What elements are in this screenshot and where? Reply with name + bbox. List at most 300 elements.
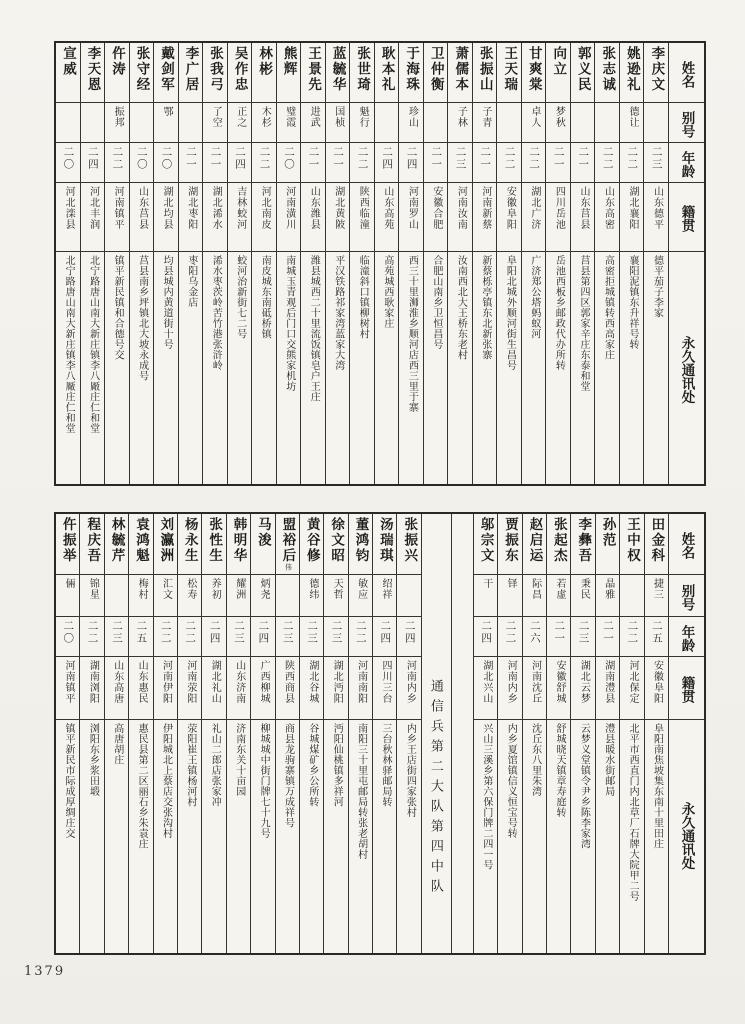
- person-age: 二〇: [160, 146, 173, 171]
- native-place-cell: [373, 657, 396, 720]
- person-age: 二〇: [62, 146, 75, 171]
- address-cell: [105, 252, 129, 484]
- alias-cell: [424, 103, 448, 143]
- person-alias: 振邦: [112, 106, 124, 128]
- name-cell: [324, 514, 347, 575]
- section-heading: 通信兵第二大队第四中队: [428, 678, 444, 899]
- person-address: 舒城晓天镇章寿庭转: [553, 723, 565, 818]
- person-age: 二三: [330, 620, 343, 645]
- alias-cell: [276, 575, 299, 617]
- person-native-place: 山东潍县: [308, 186, 320, 230]
- person-name: 盟裕后伟: [280, 517, 296, 571]
- person-address: 内乡夏馆镇信义恒宝号转: [505, 723, 517, 839]
- person-name: 李天恩: [85, 46, 101, 93]
- age-cell: [326, 143, 350, 183]
- alias-cell: [324, 575, 347, 617]
- person-native-place: 湖北谷城: [306, 660, 318, 704]
- person-column: [226, 514, 250, 953]
- address-cell: [523, 720, 546, 949]
- person-age: 二二: [601, 146, 614, 171]
- name-cell: [523, 514, 546, 575]
- person-address: 蛟河治新街七二号: [234, 255, 246, 339]
- native-place-cell: [326, 183, 350, 252]
- address-cell: [349, 720, 372, 949]
- person-column: [251, 43, 276, 484]
- native-place-cell: [252, 183, 276, 252]
- person-column: [595, 514, 619, 953]
- alias-cell: [547, 575, 570, 617]
- alias-cell: [251, 575, 274, 617]
- person-age: 二一: [332, 146, 345, 171]
- person-native-place: 河南潢川: [283, 186, 295, 230]
- address-cell: [547, 720, 570, 949]
- name-cell: [154, 514, 177, 575]
- person-native-place: 河北丰润: [87, 186, 99, 230]
- name-cell: [571, 43, 595, 103]
- native-place-cell: [301, 183, 325, 252]
- person-name: 于海珠: [404, 46, 420, 93]
- person-address: 汝南西北大王桥东老村: [455, 255, 467, 360]
- person-address: 北宁路唐山南大新庄镇李八厰庄仁和堂: [63, 255, 75, 434]
- name-cell: [129, 514, 152, 575]
- header-label-name: 姓名: [679, 532, 695, 559]
- header-cell-alias: [669, 103, 704, 143]
- name-cell: [497, 43, 521, 103]
- person-name: 李广居: [183, 46, 199, 93]
- person-alias: 汇文: [160, 578, 172, 600]
- person-age: 二三: [111, 620, 123, 645]
- header-label-age: 年龄: [679, 624, 695, 652]
- person-name: 汤瑞琪: [377, 517, 393, 564]
- age-cell: [349, 617, 372, 657]
- person-age: 二二: [86, 620, 99, 645]
- native-place-cell: [397, 657, 420, 720]
- person-alias: 捷三: [651, 578, 663, 600]
- age-cell: [571, 617, 594, 657]
- person-age: 二四: [208, 620, 221, 645]
- person-name: 李彝吾: [576, 517, 592, 564]
- person-name: 王中权: [625, 517, 640, 564]
- address-cell: [326, 252, 350, 484]
- person-address: 浏阳东乡浆田塅: [87, 723, 99, 797]
- person-column: [497, 514, 521, 953]
- person-address: 新蔡栎亭镇东北新张寨: [479, 255, 491, 360]
- section-heading-column: [421, 514, 451, 953]
- person-name: 仵涛: [109, 46, 125, 77]
- person-column: [323, 514, 347, 953]
- person-age: 二三: [281, 620, 294, 645]
- native-place-cell: [620, 657, 643, 720]
- person-address: 高唐胡庄: [111, 723, 123, 765]
- person-age: 二一: [577, 146, 590, 171]
- person-age: 二一: [479, 146, 492, 171]
- person-column: [153, 514, 177, 953]
- person-age: 二二: [159, 620, 172, 645]
- person-age: 二二: [503, 146, 516, 171]
- name-cell: [227, 514, 250, 575]
- header-label-native: 籍贯: [679, 676, 695, 703]
- person-address: 均县城内黄道街十号: [161, 255, 173, 350]
- person-age: 二〇: [135, 146, 148, 171]
- person-address: 西三十里浉淮乡顺河店西三里于寨: [406, 255, 418, 413]
- person-address: 惠民县第二区丽石乡朱袁庄: [136, 723, 148, 849]
- person-alias: 德让: [626, 106, 638, 128]
- person-alias: 际昌: [529, 578, 541, 600]
- alias-cell: [203, 103, 227, 143]
- person-age: 二〇: [283, 146, 296, 171]
- name-cell: [375, 43, 399, 103]
- native-place-cell: [277, 183, 301, 252]
- person-name: 孙范: [600, 517, 616, 548]
- alias-cell: [178, 575, 201, 617]
- person-name: 张我弓: [208, 46, 224, 93]
- age-cell: [252, 143, 276, 183]
- header-cell-address: [669, 252, 704, 484]
- name-cell: [105, 43, 129, 103]
- person-name: 田金科: [649, 517, 665, 564]
- section-spacer-column: [451, 514, 473, 953]
- person-name: 姚逊礼: [624, 46, 640, 93]
- alias-cell: [349, 575, 372, 617]
- native-place-cell: [424, 183, 448, 252]
- person-name: 张世琦: [355, 46, 371, 93]
- person-alias: 松寿: [184, 578, 196, 600]
- address-cell: [251, 720, 274, 949]
- alias-cell: [474, 575, 497, 617]
- native-place-cell: [522, 183, 546, 252]
- person-age: 二四: [381, 146, 394, 171]
- person-address: 镇平新民镇和合德号交: [112, 255, 124, 360]
- person-column: [80, 43, 105, 484]
- name-cell: [350, 43, 374, 103]
- age-cell: [399, 143, 423, 183]
- name-cell: [154, 43, 178, 103]
- person-column: [56, 514, 79, 953]
- person-alias: 晶雅: [602, 578, 614, 600]
- age-cell: [620, 143, 644, 183]
- age-cell: [473, 143, 497, 183]
- name-cell: [424, 43, 448, 103]
- person-age: 二四: [233, 146, 246, 171]
- person-column: [201, 514, 225, 953]
- person-address: 临潼斜口镇柳树村: [357, 255, 369, 339]
- person-native-place: 山东高密: [602, 186, 614, 230]
- person-column: [570, 514, 594, 953]
- header-cell-alias: [669, 575, 704, 617]
- person-address: 合肥山南乡卫恒昌号: [430, 255, 442, 350]
- person-age: 二二: [111, 146, 124, 171]
- person-native-place: 河南荥阳: [184, 660, 196, 704]
- person-age: 二一: [307, 146, 320, 171]
- person-native-place: 湖北均县: [161, 186, 173, 230]
- person-name: 张振兴: [402, 517, 418, 564]
- native-place-cell: [571, 183, 595, 252]
- alias-cell: [252, 103, 276, 143]
- person-age: 二四: [379, 620, 392, 645]
- age-cell: [522, 143, 546, 183]
- name-cell: [596, 514, 619, 575]
- name-cell: [571, 514, 594, 575]
- header-column: [668, 43, 704, 484]
- person-name: 杨永生: [182, 517, 198, 564]
- person-name: 李庆文: [649, 46, 665, 93]
- person-age: 二六: [528, 620, 541, 645]
- native-place-cell: [56, 183, 80, 252]
- alias-cell: [202, 575, 225, 617]
- age-cell: [130, 143, 154, 183]
- person-name: 刘瀛洲: [158, 517, 174, 564]
- age-cell: [546, 143, 570, 183]
- header-label-address: 永久通讯处: [679, 802, 695, 870]
- person-column: [594, 43, 619, 484]
- native-place-cell: [596, 657, 619, 720]
- person-name: 程庆吾: [85, 517, 101, 564]
- person-column: [104, 514, 128, 953]
- name-cell: [547, 514, 570, 575]
- person-name: 赵启运: [527, 517, 543, 564]
- person-alias: 鄂: [161, 106, 173, 117]
- person-name: 徐文昭: [329, 517, 345, 564]
- person-native-place: 湖北广济: [528, 186, 540, 230]
- person-name-note: 伟: [284, 563, 292, 571]
- person-column: [300, 43, 325, 484]
- person-alias: 锦星: [87, 578, 99, 600]
- name-cell: [56, 514, 79, 575]
- person-alias: 梦秋: [553, 106, 565, 128]
- person-column: [496, 43, 521, 484]
- person-column: [570, 43, 595, 484]
- person-native-place: 湖北云梦: [578, 660, 590, 704]
- person-name: 吴作忠: [232, 46, 248, 93]
- person-address: 岳池西板乡邮政代办所转: [553, 255, 565, 371]
- alias-cell: [620, 575, 643, 617]
- person-name: 卫仲衡: [428, 46, 444, 93]
- person-address: 平汉铁路祁家湾蓝家大湾: [332, 255, 344, 371]
- person-name: 马浚: [255, 517, 271, 548]
- address-cell: [56, 252, 80, 484]
- age-cell: [56, 617, 79, 657]
- person-alias: 干: [480, 578, 492, 589]
- alias-cell: [80, 575, 103, 617]
- person-native-place: 河南罗山: [406, 186, 418, 230]
- address-cell: [397, 720, 420, 949]
- alias-cell: [179, 103, 203, 143]
- address-cell: [498, 720, 521, 949]
- person-age: 二〇: [62, 620, 75, 645]
- native-place-cell: [375, 183, 399, 252]
- person-native-place: 山东济南: [233, 660, 245, 704]
- name-cell: [349, 514, 372, 575]
- name-cell: [203, 43, 227, 103]
- native-place-cell: [227, 657, 250, 720]
- person-age: 二一: [553, 620, 566, 645]
- age-cell: [375, 143, 399, 183]
- person-name: 宣威: [60, 46, 76, 77]
- address-cell: [301, 252, 325, 484]
- person-age: 二三: [306, 620, 319, 645]
- person-column: [374, 43, 399, 484]
- age-cell: [202, 617, 225, 657]
- person-column: [250, 514, 274, 953]
- alias-cell: [277, 103, 301, 143]
- person-native-place: 湖北兴山: [480, 660, 492, 704]
- native-place-cell: [645, 657, 668, 720]
- age-cell: [644, 143, 668, 183]
- person-name: 王景先: [306, 46, 322, 93]
- address-cell: [448, 252, 472, 484]
- person-native-place: 河北滦县: [63, 186, 75, 230]
- person-name: 林彬: [257, 46, 273, 77]
- native-place-cell: [349, 657, 372, 720]
- address-cell: [350, 252, 374, 484]
- person-native-place: 湖南澧县: [602, 660, 614, 704]
- name-cell: [301, 43, 325, 103]
- alias-cell: [571, 575, 594, 617]
- age-cell: [474, 617, 497, 657]
- age-cell: [105, 143, 129, 183]
- person-name: 向立: [551, 46, 567, 77]
- roster-table-bottom: [54, 512, 706, 955]
- person-column: [56, 43, 80, 484]
- person-alias: 敏应: [355, 578, 367, 600]
- age-cell: [645, 617, 668, 657]
- person-age: 二四: [403, 620, 416, 645]
- person-age: 二一: [552, 146, 565, 171]
- alias-cell: [300, 575, 323, 617]
- person-address: 枣阳乌金店: [185, 255, 197, 308]
- name-cell: [522, 43, 546, 103]
- native-place-cell: [179, 183, 203, 252]
- person-alias: 进武: [308, 106, 320, 128]
- person-address: 伊阳城北上蔡店交张沟村: [160, 723, 172, 839]
- native-place-cell: [399, 183, 423, 252]
- alias-cell: [105, 103, 129, 143]
- name-cell: [546, 43, 570, 103]
- person-native-place: 广西柳城: [258, 660, 270, 704]
- person-name: 贾振东: [503, 517, 519, 564]
- native-place-cell: [129, 657, 152, 720]
- native-place-cell: [228, 183, 252, 252]
- person-address: 沔阳仙桃镇多祥河: [331, 723, 343, 807]
- age-cell: [397, 617, 420, 657]
- person-address: 高苑城西耿家庄: [381, 255, 393, 329]
- person-address: 莒县南乡坪镇北大坡永成号: [136, 255, 148, 381]
- native-place-cell: [620, 183, 644, 252]
- roster-table-top: [54, 41, 706, 486]
- person-alias: 秉民: [578, 578, 590, 600]
- person-age: 二三: [577, 620, 590, 645]
- person-column: [153, 43, 178, 484]
- native-place-cell: [324, 657, 347, 720]
- person-name: 黄谷修: [304, 517, 320, 564]
- age-cell: [424, 143, 448, 183]
- person-age: 二三: [454, 146, 467, 171]
- person-alias: 梅村: [136, 578, 148, 600]
- age-cell: [547, 617, 570, 657]
- address-cell: [227, 720, 250, 949]
- name-cell: [130, 43, 154, 103]
- address-cell: [571, 252, 595, 484]
- person-native-place: 山东德平: [651, 186, 663, 230]
- alias-cell: [81, 103, 105, 143]
- person-age: 二二: [504, 620, 517, 645]
- age-cell: [129, 617, 152, 657]
- age-cell: [203, 143, 227, 183]
- address-cell: [300, 720, 323, 949]
- alias-cell: [397, 575, 420, 617]
- header-column: [668, 514, 704, 953]
- person-column: [423, 43, 448, 484]
- person-column: [643, 43, 668, 484]
- person-native-place: 湖北枣阳: [185, 186, 197, 230]
- address-cell: [324, 720, 347, 949]
- header-label-name: 姓名: [679, 60, 695, 88]
- person-alias: 炳尧: [258, 578, 270, 600]
- age-cell: [56, 143, 80, 183]
- age-cell: [523, 617, 546, 657]
- person-age: 二一: [209, 146, 222, 171]
- person-age: 二二: [356, 146, 369, 171]
- alias-cell: [399, 103, 423, 143]
- person-native-place: 山东高苑: [381, 186, 393, 230]
- person-address: 商县龙驹寨镇万成祥号: [282, 723, 294, 828]
- alias-cell: [375, 103, 399, 143]
- person-native-place: 湖北襄阳: [626, 186, 638, 230]
- person-age: 二二: [528, 146, 541, 171]
- address-cell: [522, 252, 546, 484]
- address-cell: [620, 720, 643, 949]
- native-place-cell: [251, 657, 274, 720]
- alias-cell: [546, 103, 570, 143]
- person-native-place: 河南汝南: [455, 186, 467, 230]
- person-address: 镇平新民市际成厚绸庄交: [62, 723, 74, 839]
- address-cell: [179, 252, 203, 484]
- alias-cell: [154, 103, 178, 143]
- native-place-cell: [300, 657, 323, 720]
- native-place-cell: [448, 183, 472, 252]
- person-age: 二五: [650, 620, 663, 645]
- person-column: [619, 43, 644, 484]
- alias-cell: [620, 103, 644, 143]
- age-cell: [373, 617, 396, 657]
- name-cell: [397, 514, 420, 575]
- age-cell: [596, 617, 619, 657]
- name-cell: [620, 514, 643, 575]
- alias-cell: [644, 103, 668, 143]
- header-cell-name: [669, 43, 704, 103]
- person-column: [79, 514, 103, 953]
- person-address: 高密拒城镇转西高家庄: [602, 255, 614, 360]
- address-cell: [645, 720, 668, 949]
- person-address: 内乡王店街四家张村: [404, 723, 416, 818]
- address-cell: [80, 720, 103, 949]
- alias-cell: [571, 103, 595, 143]
- person-name: 林毓芹: [109, 517, 125, 564]
- person-alias: 了空: [210, 106, 222, 128]
- header-cell-age: [669, 143, 704, 183]
- person-age: 二三: [232, 620, 245, 645]
- header-cell-age: [669, 617, 704, 657]
- name-cell: [644, 43, 668, 103]
- person-address: 德平茄子李家: [651, 255, 663, 318]
- person-column: [396, 514, 420, 953]
- alias-cell: [350, 103, 374, 143]
- age-cell: [251, 617, 274, 657]
- person-column: [275, 514, 299, 953]
- alias-cell: [154, 575, 177, 617]
- native-place-cell: [105, 657, 128, 720]
- person-column: [348, 514, 372, 953]
